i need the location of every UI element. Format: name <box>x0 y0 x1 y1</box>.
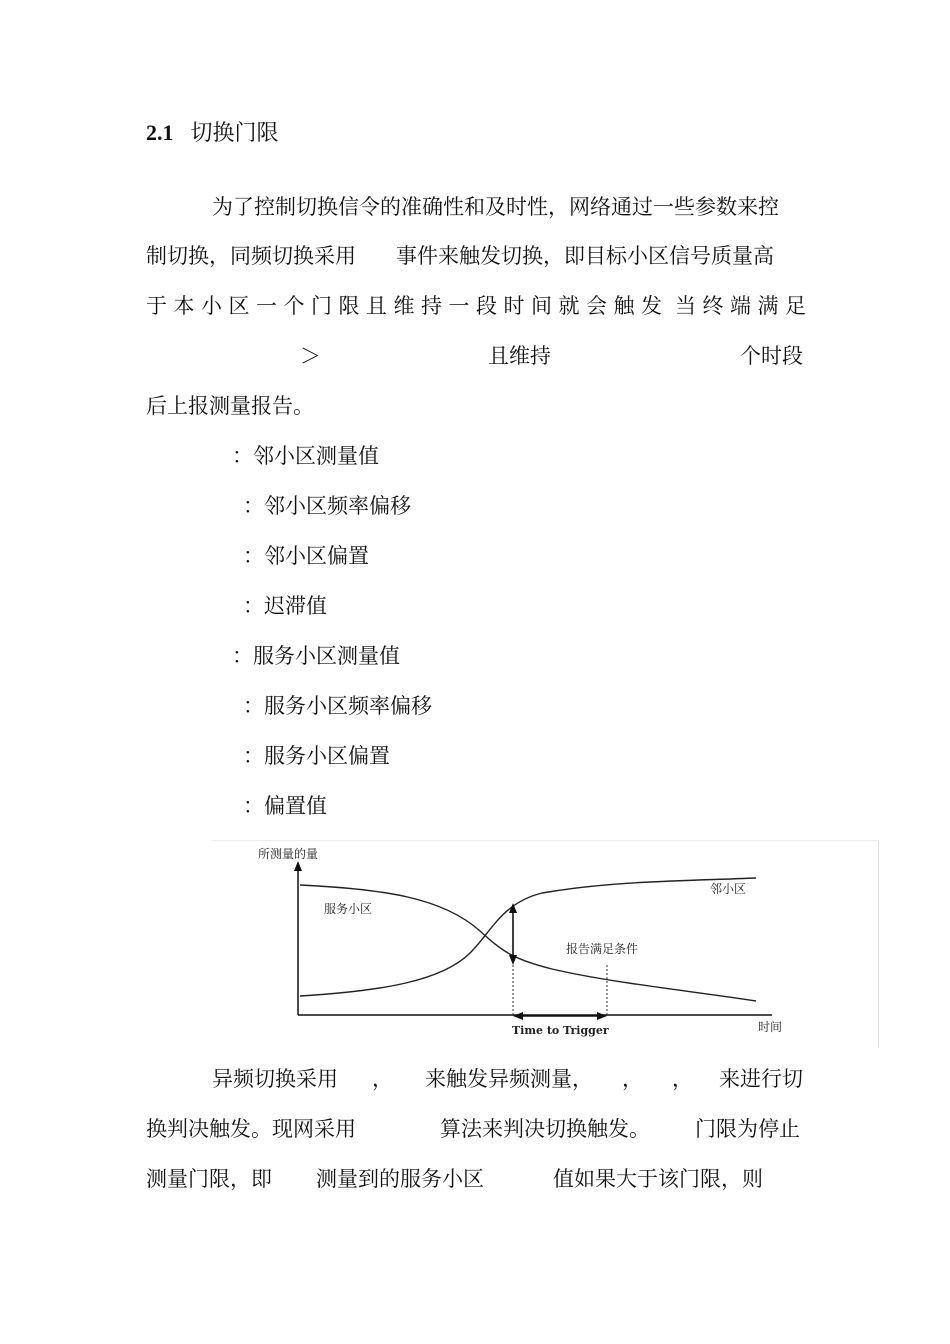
para1-line4-a: ＞ <box>300 344 321 368</box>
para2-line1-c: 来触发异频测量， <box>425 1067 593 1091</box>
para1-line3-char: 端 <box>730 294 751 318</box>
definition-item: ：服务小区测量值 <box>232 644 400 668</box>
para1-line3-char: 会 <box>586 294 607 318</box>
definition-item: ：偏置值 <box>243 794 327 818</box>
figure-svg <box>212 841 878 1048</box>
para1-line3-char: 且 <box>366 294 387 318</box>
para1-line2 <box>146 241 774 271</box>
ttt-arrow-left-icon <box>513 1012 523 1020</box>
gap-arrow-down-icon <box>509 955 517 965</box>
section-number: 2.1 <box>146 120 174 145</box>
para2-line1-f: 来进行切 <box>719 1067 803 1091</box>
para1-line3-char: 段 <box>476 294 497 318</box>
para1-line4-b: 且维持 <box>488 344 551 368</box>
neighbor-cell-curve <box>300 878 756 996</box>
para1-line3-char: 足 <box>785 294 806 318</box>
para1-line3-char: 满 <box>757 294 779 318</box>
para1-line2-b: 事件来触发切换，即目标小区信号质量高 <box>396 244 774 268</box>
para1-line3-char: 终 <box>702 294 724 318</box>
para2-line1-b: ， <box>372 1067 393 1091</box>
para1-line5: 后上报测量报告。 <box>146 394 314 418</box>
para1-line3-char: 区 <box>228 294 250 318</box>
para1-line3-char: 一 <box>256 294 277 318</box>
ttt-arrow-right-icon <box>597 1012 607 1020</box>
definition-item: ：邻小区频率偏移 <box>243 494 411 518</box>
para2-line2-a: 换判决触发。现网采用 <box>146 1117 356 1141</box>
para2-line3-a: 测量门限，即 <box>146 1167 272 1191</box>
para1-line3-char: 门 <box>311 294 332 318</box>
para1-line3-char: 个 <box>283 294 305 318</box>
handover-trigger-figure <box>212 840 879 1048</box>
para1-line3-char: 就 <box>558 294 580 318</box>
para2-line2-b: 算法来判决切换触发。 <box>440 1117 650 1141</box>
para1-line3-char: 本 <box>173 294 195 318</box>
para1-line3-char: 小 <box>201 294 222 318</box>
y-axis-label: 所测量的量 <box>258 847 319 861</box>
definition-item: ：服务小区偏置 <box>243 744 390 768</box>
y-axis-arrow-icon <box>294 861 302 871</box>
para2-line3-b: 测量到的服务小区 <box>316 1167 484 1191</box>
para1-line3-char: 间 <box>531 294 552 318</box>
x-axis-label: 时间 <box>758 1020 783 1034</box>
para1-line3-char: 发 <box>641 294 662 318</box>
para1-line3-char: 当 <box>675 294 696 318</box>
para1-line1: 为了控制切换信令的准确性和及时性，网络通过一些参数来控 <box>212 195 779 219</box>
neighbor-cell-label: 邻小区 <box>710 882 747 896</box>
para2-line3-c: 值如果大于该门限，则 <box>553 1167 763 1191</box>
definition-item: ：邻小区测量值 <box>232 444 379 468</box>
definition-item: ：服务小区频率偏移 <box>243 694 432 718</box>
para1-line3-char: 限 <box>338 294 360 318</box>
para1-line3-char: 一 <box>448 294 470 318</box>
para1-line3 <box>146 291 806 321</box>
para1-line3-char: 持 <box>421 294 442 318</box>
definition-item: ：迟滞值 <box>243 594 327 618</box>
serving-cell-label: 服务小区 <box>324 902 373 916</box>
para1-line4-c: 个时段 <box>740 344 803 368</box>
para2-line1-a: 异频切换采用 <box>212 1067 338 1091</box>
para2-line2-c: 门限为停止 <box>695 1117 800 1141</box>
section-heading <box>146 116 279 147</box>
para2-line1-e: ， <box>672 1067 693 1091</box>
para1-line2-a: 制切换，同频切换采用 <box>146 244 356 268</box>
report-condition-label: 报告满足条件 <box>566 942 639 956</box>
section-title: 切换门限 <box>190 121 279 146</box>
ttt-label: Time to Trigger <box>512 1024 609 1037</box>
definition-item: ：邻小区偏置 <box>243 544 369 568</box>
para1-line3-char: 时 <box>503 294 525 318</box>
para1-line3-char: 于 <box>146 294 167 318</box>
para1-line3-char: 触 <box>613 294 635 318</box>
para1-line3-char: 维 <box>393 294 415 318</box>
para2-line1-d: ， <box>622 1067 643 1091</box>
